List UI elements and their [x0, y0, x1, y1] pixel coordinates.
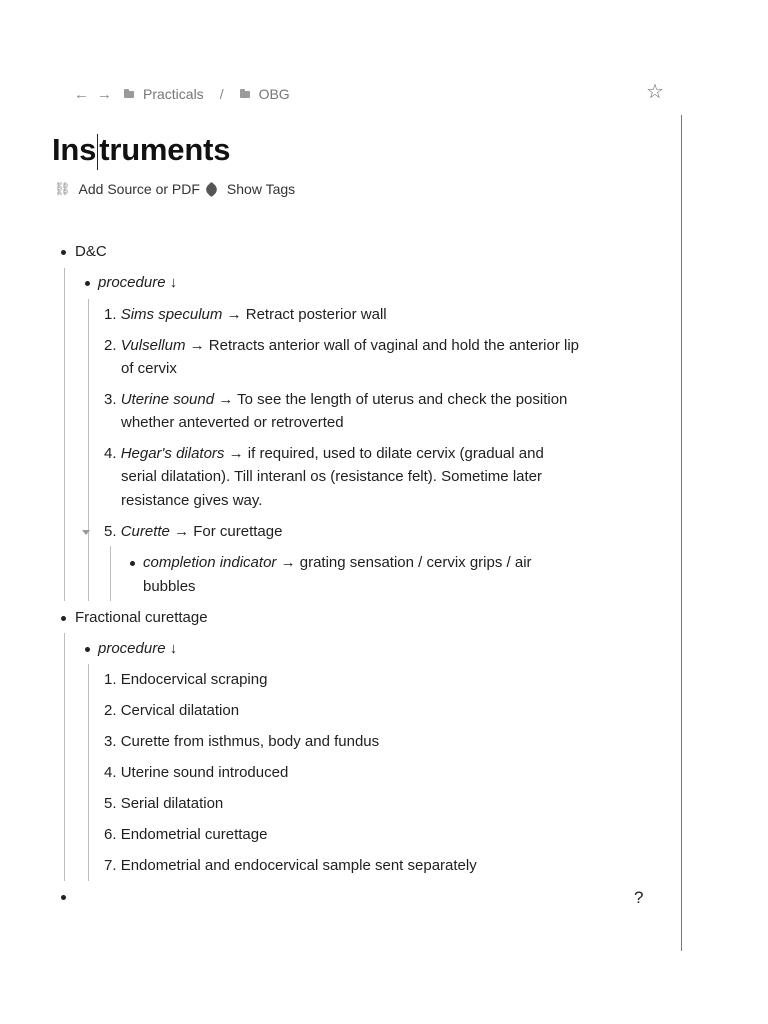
instrument-name: Uterine sound — [120, 391, 215, 408]
title-text-end: truments — [99, 132, 231, 167]
breadcrumb-item-obg[interactable]: OBG — [258, 86, 290, 102]
down-arrow-icon: ↓ — [169, 274, 178, 291]
title-text-start: Ins — [52, 132, 97, 167]
step-number: 6. — [104, 826, 117, 843]
forward-arrow-icon[interactable]: → — [97, 85, 112, 103]
indent-guide — [110, 546, 111, 601]
bullet-icon[interactable] — [130, 561, 135, 566]
sub-text: grating sensation / cervix grips / air — [299, 554, 532, 571]
instrument-name: Curette — [120, 523, 170, 540]
list-item-procedure[interactable] — [98, 271, 177, 295]
arrow-icon: → — [280, 554, 296, 571]
folder-icon — [124, 91, 134, 98]
indent-guide — [64, 268, 65, 601]
bullet-icon[interactable] — [85, 281, 90, 286]
star-icon[interactable]: ☆ — [646, 81, 664, 103]
list-item-completion-indicator[interactable] — [143, 551, 532, 575]
arrow-icon: → — [226, 306, 242, 323]
bullet-icon[interactable] — [61, 250, 66, 255]
list-item[interactable] — [104, 442, 544, 466]
step-number: 2. — [104, 702, 117, 719]
arrow-icon: → — [228, 445, 244, 462]
step-number: 5. — [104, 523, 117, 540]
list-item-procedure[interactable] — [98, 637, 177, 661]
step-text: Retract posterior wall — [245, 306, 387, 323]
step-text: Cervical dilatation — [120, 702, 240, 719]
list-item[interactable] — [104, 334, 579, 358]
list-item-fractional-curettage[interactable]: Fractional curettage — [75, 609, 208, 626]
list-item[interactable] — [104, 761, 288, 785]
step-text: Endocervical scraping — [120, 671, 268, 688]
list-item[interactable] — [104, 668, 267, 692]
bullet-icon[interactable] — [61, 616, 66, 621]
list-item[interactable] — [104, 303, 387, 327]
back-arrow-icon[interactable]: ← — [74, 85, 89, 103]
step-text: Serial dilatation — [120, 795, 224, 812]
help-button[interactable]: ? — [634, 888, 644, 907]
arrow-icon: → — [174, 523, 190, 540]
step-text-continued: of cervix — [121, 360, 177, 377]
step-number: 4. — [104, 764, 117, 781]
folder-icon — [240, 91, 250, 98]
step-number: 1. — [104, 671, 117, 688]
indent-guide — [88, 299, 89, 601]
step-text: To see the length of uterus and check the position — [237, 391, 568, 408]
step-number: 3. — [104, 391, 117, 408]
arrow-icon: → — [218, 391, 234, 408]
step-text-continued: whether anteverted or retroverted — [121, 414, 344, 431]
list-item-dc[interactable]: D&C — [75, 243, 107, 260]
empty-bullet-icon[interactable] — [61, 895, 66, 900]
list-item[interactable] — [104, 730, 379, 754]
instrument-name: Sims speculum — [120, 306, 223, 323]
list-item[interactable] — [104, 699, 239, 723]
breadcrumb-item-practicals[interactable]: Practicals — [143, 86, 204, 102]
list-item[interactable] — [104, 792, 223, 816]
side-panel-divider — [681, 115, 682, 951]
step-text: Retracts anterior wall of vaginal and hold the anterior lip — [208, 337, 579, 354]
list-item[interactable] — [104, 520, 282, 544]
step-number: 1. — [104, 306, 117, 323]
down-arrow-icon: ↓ — [169, 640, 178, 657]
step-text: For curettage — [193, 523, 283, 540]
step-text-continued: serial dilatation). Till interanl os (resistance felt). Sometime later — [121, 468, 542, 485]
show-tags-button[interactable]: Show Tags — [226, 181, 296, 197]
link-icon: ⛓ — [54, 181, 71, 196]
page-title[interactable] — [52, 130, 230, 170]
list-item[interactable] — [104, 823, 267, 847]
indent-guide — [64, 633, 65, 881]
step-text: if required, used to dilate cervix (gradual and — [247, 445, 544, 462]
collapse-caret-icon[interactable] — [82, 530, 90, 535]
step-number: 3. — [104, 733, 117, 750]
bullet-icon[interactable] — [85, 647, 90, 652]
step-text: Curette from isthmus, body and fundus — [120, 733, 380, 750]
step-number: 4. — [104, 445, 117, 462]
instrument-name: Vulsellum — [120, 337, 186, 354]
sub-text-continued: bubbles — [143, 578, 196, 595]
indent-guide — [88, 664, 89, 881]
procedure-label: procedure — [98, 274, 166, 291]
breadcrumb — [74, 84, 290, 104]
step-number: 5. — [104, 795, 117, 812]
breadcrumb-separator: / — [219, 86, 224, 102]
list-item[interactable] — [104, 854, 477, 878]
step-number: 2. — [104, 337, 117, 354]
step-text: Endometrial and endocervical sample sent separately — [120, 857, 477, 874]
page-meta-row — [54, 181, 295, 197]
sub-term: completion indicator — [143, 554, 277, 571]
step-text: Endometrial curettage — [120, 826, 268, 843]
step-text: Uterine sound introduced — [120, 764, 289, 781]
procedure-label: procedure — [98, 640, 166, 657]
step-number: 7. — [104, 857, 117, 874]
arrow-icon: → — [189, 337, 205, 354]
instrument-name: Hegar's dilators — [120, 445, 225, 462]
list-item[interactable] — [104, 388, 567, 412]
add-source-button[interactable]: Add Source or PDF — [78, 181, 200, 197]
step-text-continued: resistance gives way. — [121, 492, 263, 509]
tag-icon — [204, 181, 220, 197]
